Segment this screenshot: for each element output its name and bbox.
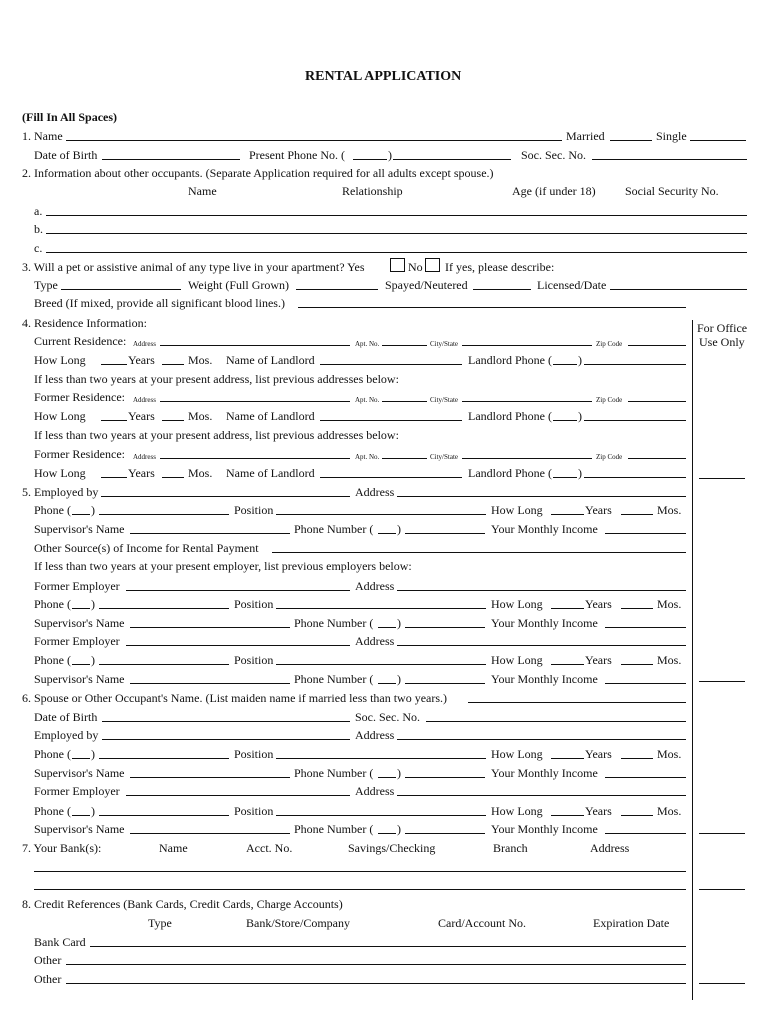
former-apt-field[interactable]: [382, 458, 427, 459]
phone-close-paren: ): [91, 597, 95, 611]
position-field[interactable]: [276, 514, 486, 515]
supervisor-area-field[interactable]: [378, 777, 396, 778]
years-field[interactable]: [551, 514, 584, 515]
supervisor-label: Supervisor's Name: [34, 522, 125, 536]
office-field-4[interactable]: [699, 889, 745, 890]
how-long-label: How Long: [491, 597, 543, 611]
phone-close-paren: ): [91, 804, 95, 818]
pet-describe-label: If yes, please describe:: [445, 260, 555, 274]
supervisor-phone-field[interactable]: [405, 833, 485, 834]
former-apt-field[interactable]: [382, 401, 427, 402]
supervisor-label: Supervisor's Name: [34, 766, 125, 780]
spouse-ssn-field[interactable]: [426, 721, 686, 722]
other-field-1[interactable]: [66, 964, 686, 965]
pet-type-label: Type: [34, 278, 58, 292]
present-phone-field[interactable]: [393, 159, 511, 160]
occupant-b-field[interactable]: [46, 233, 747, 234]
landlord-field[interactable]: [320, 364, 462, 365]
landlord-area-field[interactable]: [553, 420, 577, 421]
married-label: Married: [566, 129, 605, 143]
former-residence-label: Former Residence:: [34, 390, 125, 404]
how-long-label: How Long: [491, 804, 543, 818]
credit-col-type: Type: [148, 916, 172, 930]
occupants-label: 2. Information about other occupants. (Separate Application required for all adults except spouse.): [22, 166, 494, 180]
years-label: Years: [585, 597, 612, 611]
mos-field[interactable]: [621, 664, 653, 665]
how-long-mos-field[interactable]: [162, 477, 184, 478]
spouse-name-field[interactable]: [468, 702, 686, 703]
office-label-1: For Office: [697, 321, 748, 335]
phone-number-label: Phone Number (: [294, 766, 374, 780]
pet-type-field[interactable]: [61, 289, 181, 290]
mos-field[interactable]: [621, 758, 653, 759]
former-zip-label: Zip Code: [596, 453, 623, 461]
pet-no-checkbox[interactable]: [425, 258, 440, 272]
mos-label: Mos.: [657, 804, 682, 818]
bank-col-address: Address: [590, 841, 630, 855]
years-label: Years: [585, 804, 612, 818]
phone-field[interactable]: [99, 608, 229, 609]
position-label: Position: [234, 653, 274, 667]
phone-close-paren: ): [397, 822, 401, 836]
phone-area-field[interactable]: [353, 159, 387, 160]
supervisor-field[interactable]: [130, 833, 290, 834]
phone-label: Phone (: [34, 503, 71, 517]
pet-licensed-label: Licensed/Date: [537, 278, 607, 292]
occupant-a-field[interactable]: [46, 215, 747, 216]
former-employer-field[interactable]: [126, 590, 350, 591]
current-city-field[interactable]: [462, 345, 592, 346]
ssn-field[interactable]: [592, 159, 747, 160]
col-ssn: Social Security No.: [625, 184, 719, 198]
supervisor-phone-field[interactable]: [405, 777, 485, 778]
employer-address-label: Address: [355, 579, 395, 593]
bank-col-name: Name: [159, 841, 188, 855]
supervisor-field[interactable]: [130, 683, 290, 684]
mos-label: Mos.: [188, 466, 213, 480]
mos-label: Mos.: [657, 597, 682, 611]
employer-address-field[interactable]: [397, 795, 686, 796]
mos-label: Mos.: [188, 409, 213, 423]
former-zip-label: Zip Code: [596, 396, 623, 404]
other-source-label: Other Source(s) of Income for Rental Payment: [34, 541, 259, 555]
phone-label: Phone (: [34, 804, 71, 818]
how-long-years-field[interactable]: [101, 420, 127, 421]
col-relationship: Relationship: [342, 184, 403, 198]
former-city-label: City/State: [430, 453, 458, 461]
former-address-field[interactable]: [160, 458, 350, 459]
if-less-address-1: If less than two years at your present address, list previous addresses below:: [34, 372, 399, 386]
mos-field[interactable]: [621, 514, 653, 515]
current-zip-field[interactable]: [628, 345, 686, 346]
bank-label: 7. Your Bank(s):: [22, 841, 102, 855]
name-label: 1. Name: [22, 129, 63, 143]
landlord-phone-field[interactable]: [584, 420, 686, 421]
row-a-label: a.: [34, 204, 43, 218]
monthly-income-field[interactable]: [605, 627, 686, 628]
credit-col-exp: Expiration Date: [593, 916, 670, 930]
monthly-income-label: Your Monthly Income: [491, 522, 598, 536]
current-apt-label: Apt. No.: [355, 340, 380, 348]
landlord-label: Name of Landlord: [226, 353, 315, 367]
former-apt-label: Apt. No.: [355, 396, 380, 404]
row-c-label: c.: [34, 241, 43, 255]
supervisor-phone-field[interactable]: [405, 533, 485, 534]
former-employer-field[interactable]: [126, 795, 350, 796]
how-long-label: How Long: [34, 466, 86, 480]
position-field[interactable]: [276, 815, 486, 816]
married-field[interactable]: [610, 140, 652, 141]
how-long-label: How Long: [491, 653, 543, 667]
current-city-label: City/State: [430, 340, 458, 348]
employer-address-field[interactable]: [397, 496, 686, 497]
how-long-mos-field[interactable]: [162, 420, 184, 421]
phone-field[interactable]: [99, 758, 229, 759]
bank-card-field[interactable]: [90, 946, 686, 947]
supervisor-area-field[interactable]: [378, 683, 396, 684]
years-field[interactable]: [551, 664, 584, 665]
mos-field[interactable]: [621, 815, 653, 816]
office-label-2: Use Only: [699, 335, 745, 349]
credit-label: 8. Credit References (Bank Cards, Credit Cards, Charge Accounts): [22, 897, 343, 911]
office-field-3[interactable]: [699, 833, 745, 834]
phone-field[interactable]: [99, 664, 229, 665]
col-age: Age (if under 18): [512, 184, 596, 198]
years-label: Years: [128, 353, 155, 367]
monthly-income-field[interactable]: [605, 533, 686, 534]
former-address-label: Address: [133, 453, 156, 461]
spouse-label: 6. Spouse or Other Occupant's Name. (List maiden name if married less than two years.): [22, 691, 448, 705]
monthly-income-field[interactable]: [605, 833, 686, 834]
how-long-years-field[interactable]: [101, 364, 127, 365]
spouse-dob-field[interactable]: [102, 721, 350, 722]
pet-spayed-field[interactable]: [473, 289, 531, 290]
phone-field[interactable]: [99, 815, 229, 816]
current-address-label: Address: [133, 340, 156, 348]
landlord-area-field[interactable]: [553, 477, 577, 478]
if-less-employer: If less than two years at your present employer, list previous employers below:: [34, 559, 412, 573]
pet-spayed-label: Spayed/Neutered: [385, 278, 468, 292]
monthly-income-field[interactable]: [605, 683, 686, 684]
pet-question: 3. Will a pet or assistive animal of any type live in your apartment? Yes: [22, 260, 365, 274]
other-source-field[interactable]: [272, 552, 686, 553]
supervisor-field[interactable]: [130, 627, 290, 628]
supervisor-label: Supervisor's Name: [34, 616, 125, 630]
phone-area-field[interactable]: [72, 815, 90, 816]
credit-col-card: Card/Account No.: [438, 916, 526, 930]
phone-close-paren: ): [397, 672, 401, 686]
monthly-income-label: Your Monthly Income: [491, 766, 598, 780]
landlord-area-field[interactable]: [553, 364, 577, 365]
occupant-c-field[interactable]: [46, 252, 747, 253]
name-field[interactable]: [66, 140, 562, 141]
office-field-5[interactable]: [699, 983, 745, 984]
mos-label: Mos.: [657, 747, 682, 761]
phone-close-paren: ): [91, 653, 95, 667]
years-label: Years: [585, 503, 612, 517]
mos-field[interactable]: [621, 608, 653, 609]
years-field[interactable]: [551, 815, 584, 816]
position-field[interactable]: [276, 758, 486, 759]
phone-area-field[interactable]: [72, 608, 90, 609]
phone-number-label: Phone Number (: [294, 822, 374, 836]
position-label: Position: [234, 747, 274, 761]
row-b-label: b.: [34, 222, 43, 236]
bank-card-label: Bank Card: [34, 935, 86, 949]
employer-address-label: Address: [355, 485, 395, 499]
monthly-income-label: Your Monthly Income: [491, 672, 598, 686]
mos-label: Mos.: [657, 503, 682, 517]
pet-yes-checkbox[interactable]: [390, 258, 405, 272]
years-label: Years: [128, 466, 155, 480]
phone-close-paren: ): [91, 747, 95, 761]
how-long-label: How Long: [491, 503, 543, 517]
monthly-income-label: Your Monthly Income: [491, 822, 598, 836]
former-employer-field[interactable]: [126, 645, 350, 646]
landlord-phone-field[interactable]: [584, 477, 686, 478]
single-label: Single: [656, 129, 687, 143]
landlord-field[interactable]: [320, 477, 462, 478]
phone-label: Phone (: [34, 747, 71, 761]
single-field[interactable]: [690, 140, 746, 141]
office-field-2[interactable]: [699, 681, 745, 682]
bank-col-savings: Savings/Checking: [348, 841, 436, 855]
supervisor-label: Supervisor's Name: [34, 672, 125, 686]
supervisor-area-field[interactable]: [378, 533, 396, 534]
former-zip-field[interactable]: [628, 458, 686, 459]
other-label: Other: [34, 953, 62, 967]
how-long-label: How Long: [491, 747, 543, 761]
spouse-employer-field[interactable]: [102, 739, 350, 740]
current-apt-field[interactable]: [382, 345, 427, 346]
supervisor-field[interactable]: [130, 533, 290, 534]
position-label: Position: [234, 503, 274, 517]
supervisor-phone-field[interactable]: [405, 683, 485, 684]
office-field-1[interactable]: [699, 478, 745, 479]
pet-breed-field[interactable]: [298, 307, 686, 308]
other-label: Other: [34, 972, 62, 986]
credit-col-bank: Bank/Store/Company: [246, 916, 350, 930]
if-less-address-2: If less than two years at your present address, list previous addresses below:: [34, 428, 399, 442]
phone-close-paren: ): [397, 522, 401, 536]
phone-number-label: Phone Number (: [294, 672, 374, 686]
phone-label: Phone (: [34, 597, 71, 611]
phone-close-paren: ): [397, 616, 401, 630]
ssn-label: Soc. Sec. No.: [521, 148, 586, 162]
phone-area-field[interactable]: [72, 664, 90, 665]
landlord-close-paren: ): [578, 353, 582, 367]
position-label: Position: [234, 804, 274, 818]
bank-row-1[interactable]: [34, 871, 686, 872]
current-zip-label: Zip Code: [596, 340, 623, 348]
former-city-label: City/State: [430, 396, 458, 404]
employer-address-field[interactable]: [397, 645, 686, 646]
former-apt-label: Apt. No.: [355, 453, 380, 461]
landlord-close-paren: ): [578, 466, 582, 480]
how-long-label: How Long: [34, 353, 86, 367]
years-field[interactable]: [551, 608, 584, 609]
years-label: Years: [128, 409, 155, 423]
phone-area-field[interactable]: [72, 758, 90, 759]
landlord-phone-label: Landlord Phone (: [468, 353, 552, 367]
landlord-close-paren: ): [578, 409, 582, 423]
years-field[interactable]: [551, 758, 584, 759]
former-address-field[interactable]: [160, 401, 350, 402]
employer-address-label: Address: [355, 784, 395, 798]
how-long-years-field[interactable]: [101, 477, 127, 478]
phone-close-paren: ): [397, 766, 401, 780]
employed-by-label: 5. Employed by: [22, 485, 99, 499]
landlord-label: Name of Landlord: [226, 409, 315, 423]
years-label: Years: [585, 653, 612, 667]
phone-close-paren: ): [91, 503, 95, 517]
other-field-2[interactable]: [66, 983, 686, 984]
position-field[interactable]: [276, 664, 486, 665]
position-field[interactable]: [276, 608, 486, 609]
landlord-field[interactable]: [320, 420, 462, 421]
former-employer-label: Former Employer: [34, 784, 120, 798]
employer-address-label: Address: [355, 728, 395, 742]
landlord-label: Name of Landlord: [226, 466, 315, 480]
dob-label: Date of Birth: [34, 148, 98, 162]
former-employer-label: Former Employer: [34, 579, 120, 593]
phone-number-label: Phone Number (: [294, 522, 374, 536]
former-address-label: Address: [133, 396, 156, 404]
present-phone-label: Present Phone No. (: [249, 148, 345, 162]
spouse-dob-label: Date of Birth: [34, 710, 98, 724]
phone-number-label: Phone Number (: [294, 616, 374, 630]
former-zip-field[interactable]: [628, 401, 686, 402]
pet-weight-label: Weight (Full Grown): [188, 278, 290, 292]
supervisor-label: Supervisor's Name: [34, 822, 125, 836]
employer-field[interactable]: [101, 496, 350, 497]
phone-label: Phone (: [34, 653, 71, 667]
position-label: Position: [234, 597, 274, 611]
landlord-phone-label: Landlord Phone (: [468, 409, 552, 423]
how-long-mos-field[interactable]: [162, 364, 184, 365]
phone-field[interactable]: [99, 514, 229, 515]
employer-address-label: Address: [355, 634, 395, 648]
mos-label: Mos.: [188, 353, 213, 367]
col-name: Name: [188, 184, 217, 198]
current-address-field[interactable]: [160, 345, 350, 346]
spouse-ssn-label: Soc. Sec. No.: [355, 710, 420, 724]
bank-col-acct: Acct. No.: [246, 841, 293, 855]
mos-label: Mos.: [657, 653, 682, 667]
bank-row-2[interactable]: [34, 889, 686, 890]
bank-col-branch: Branch: [493, 841, 528, 855]
instructions: (Fill In All Spaces): [22, 110, 118, 124]
pet-breed-label: Breed (If mixed, provide all significant blood lines.): [34, 296, 285, 310]
pet-no-label: No: [408, 260, 423, 274]
landlord-phone-field[interactable]: [584, 364, 686, 365]
current-residence-label: Current Residence:: [34, 334, 127, 348]
page-title: RENTAL APPLICATION: [305, 69, 462, 84]
supervisor-area-field[interactable]: [378, 627, 396, 628]
phone-area-field[interactable]: [72, 514, 90, 515]
dob-field[interactable]: [102, 159, 240, 160]
office-divider: [692, 320, 693, 1000]
years-label: Years: [585, 747, 612, 761]
supervisor-phone-field[interactable]: [405, 627, 485, 628]
former-employer-label: Former Employer: [34, 634, 120, 648]
monthly-income-label: Your Monthly Income: [491, 616, 598, 630]
residence-label: 4. Residence Information:: [22, 316, 147, 330]
employer-address-field[interactable]: [397, 739, 686, 740]
former-city-field[interactable]: [462, 458, 592, 459]
former-city-field[interactable]: [462, 401, 592, 402]
former-residence-label: Former Residence:: [34, 447, 125, 461]
spouse-employed-label: Employed by: [34, 728, 99, 742]
employer-address-field[interactable]: [397, 590, 686, 591]
phone-close-paren: ): [388, 148, 392, 162]
pet-licensed-field[interactable]: [610, 289, 747, 290]
supervisor-field[interactable]: [130, 777, 290, 778]
landlord-phone-label: Landlord Phone (: [468, 466, 552, 480]
how-long-label: How Long: [34, 409, 86, 423]
supervisor-area-field[interactable]: [378, 833, 396, 834]
monthly-income-field[interactable]: [605, 777, 686, 778]
pet-weight-field[interactable]: [296, 289, 378, 290]
